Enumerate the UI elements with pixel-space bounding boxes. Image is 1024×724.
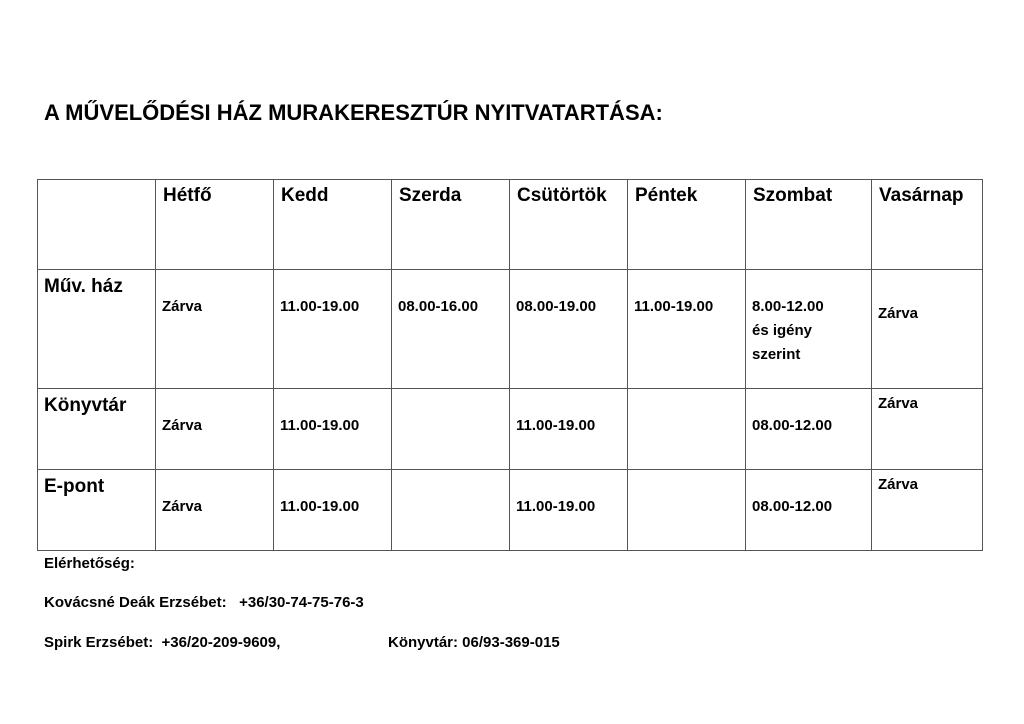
contact-line: Kovácsné Deák Erzsébet: +36/30-74-75-76-3 xyxy=(44,594,364,611)
table-header-row xyxy=(38,180,983,270)
table-cell: 11.00-19.00 xyxy=(510,389,628,470)
corner-cell xyxy=(38,180,156,270)
day-header: Vasárnap xyxy=(872,180,983,270)
row-label: Műv. ház xyxy=(38,270,156,389)
table-cell: 11.00-19.00 xyxy=(510,470,628,551)
table-row xyxy=(38,470,983,551)
opening-hours-table xyxy=(37,179,983,551)
table-cell xyxy=(628,389,746,470)
day-header: Hétfő xyxy=(156,180,274,270)
table-cell: 8.00-12.00 és igény szerint xyxy=(746,270,872,389)
table-cell: 08.00-19.00 xyxy=(510,270,628,389)
table-cell xyxy=(628,470,746,551)
day-header: Szombat xyxy=(746,180,872,270)
day-header: Péntek xyxy=(628,180,746,270)
table-cell: Zárva xyxy=(872,470,983,551)
table-cell: Zárva xyxy=(156,270,274,389)
table-cell: Zárva xyxy=(872,270,983,389)
day-header: Csütörtök xyxy=(510,180,628,270)
table-row xyxy=(38,270,983,389)
table-cell: 08.00-12.00 xyxy=(746,389,872,470)
page-title: A MŰVELŐDÉSI HÁZ MURAKERESZTÚR NYITVATARTÁSA: xyxy=(44,100,663,125)
day-header: Kedd xyxy=(274,180,392,270)
contact-line: Spirk Erzsébet: +36/20-209-9609, xyxy=(44,634,281,651)
table-cell: 11.00-19.00 xyxy=(274,389,392,470)
table-cell xyxy=(392,470,510,551)
contact-heading: Elérhetőség: xyxy=(44,555,135,572)
row-label: E-pont xyxy=(38,470,156,551)
library-contact: Könyvtár: 06/93-369-015 xyxy=(388,634,560,651)
table-cell: 11.00-19.00 xyxy=(274,270,392,389)
row-label: Könyvtár xyxy=(38,389,156,470)
table-cell: Zárva xyxy=(156,470,274,551)
table-cell: 11.00-19.00 xyxy=(274,470,392,551)
table-cell: Zárva xyxy=(156,389,274,470)
table-cell: 08.00-12.00 xyxy=(746,470,872,551)
table-cell xyxy=(392,389,510,470)
table-row xyxy=(38,389,983,470)
table-cell: 11.00-19.00 xyxy=(628,270,746,389)
table-cell: 08.00-16.00 xyxy=(392,270,510,389)
day-header: Szerda xyxy=(392,180,510,270)
table-cell: Zárva xyxy=(872,389,983,470)
